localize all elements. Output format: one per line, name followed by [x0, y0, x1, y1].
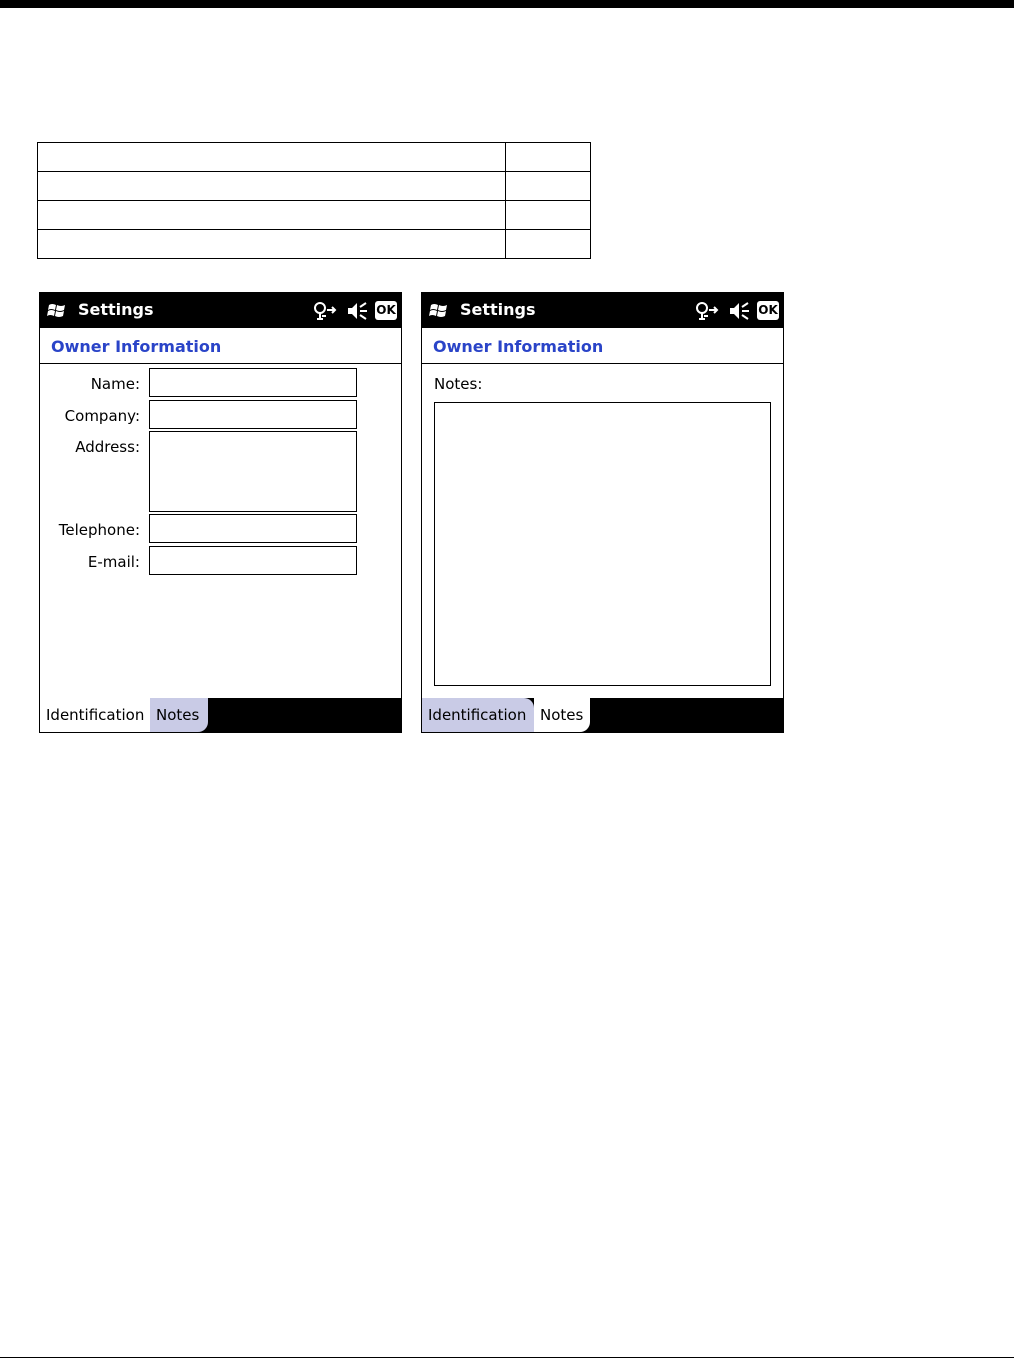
ok-button[interactable]: OK: [375, 301, 397, 320]
company-input[interactable]: [149, 400, 357, 429]
tab-identification[interactable]: Identification: [422, 698, 534, 732]
email-input[interactable]: [149, 546, 357, 575]
telephone-label: Telephone:: [58, 521, 140, 539]
windows-start-icon[interactable]: [428, 301, 450, 321]
notes-textarea[interactable]: [434, 402, 771, 686]
table-row: [38, 230, 591, 259]
blank-table: [37, 142, 591, 259]
tab-bar: [422, 698, 783, 732]
page-header: [40, 328, 401, 364]
notes-label: Notes:: [434, 375, 483, 393]
titlebar: [40, 293, 401, 328]
connectivity-icon[interactable]: [694, 301, 722, 321]
name-input[interactable]: [149, 368, 357, 397]
top-rule: [0, 0, 1014, 8]
title-text: Settings: [460, 300, 536, 319]
table-row: [38, 143, 591, 172]
email-label: E-mail:: [87, 553, 140, 571]
tab-notes[interactable]: Notes: [534, 698, 590, 732]
tab-notes[interactable]: Notes: [150, 698, 208, 732]
identification-screen: [39, 292, 402, 733]
table-row: [38, 172, 591, 201]
company-label: Company:: [64, 407, 140, 425]
tab-bar: [40, 698, 401, 732]
page-title: Owner Information: [433, 337, 604, 356]
name-label: Name:: [90, 375, 140, 393]
volume-muted-icon[interactable]: [345, 301, 369, 321]
page-title: Owner Information: [51, 337, 222, 356]
address-label: Address:: [75, 438, 140, 456]
page-header: [422, 328, 783, 364]
notes-screen: [421, 292, 784, 733]
ok-button[interactable]: OK: [757, 301, 779, 320]
title-text: Settings: [78, 300, 154, 319]
windows-start-icon[interactable]: [46, 301, 68, 321]
tab-identification[interactable]: Identification: [40, 698, 150, 732]
telephone-input[interactable]: [149, 514, 357, 543]
titlebar: [422, 293, 783, 328]
table-row: [38, 201, 591, 230]
address-input[interactable]: [149, 431, 357, 512]
volume-muted-icon[interactable]: [727, 301, 751, 321]
connectivity-icon[interactable]: [312, 301, 340, 321]
bottom-rule: [0, 1357, 1014, 1358]
